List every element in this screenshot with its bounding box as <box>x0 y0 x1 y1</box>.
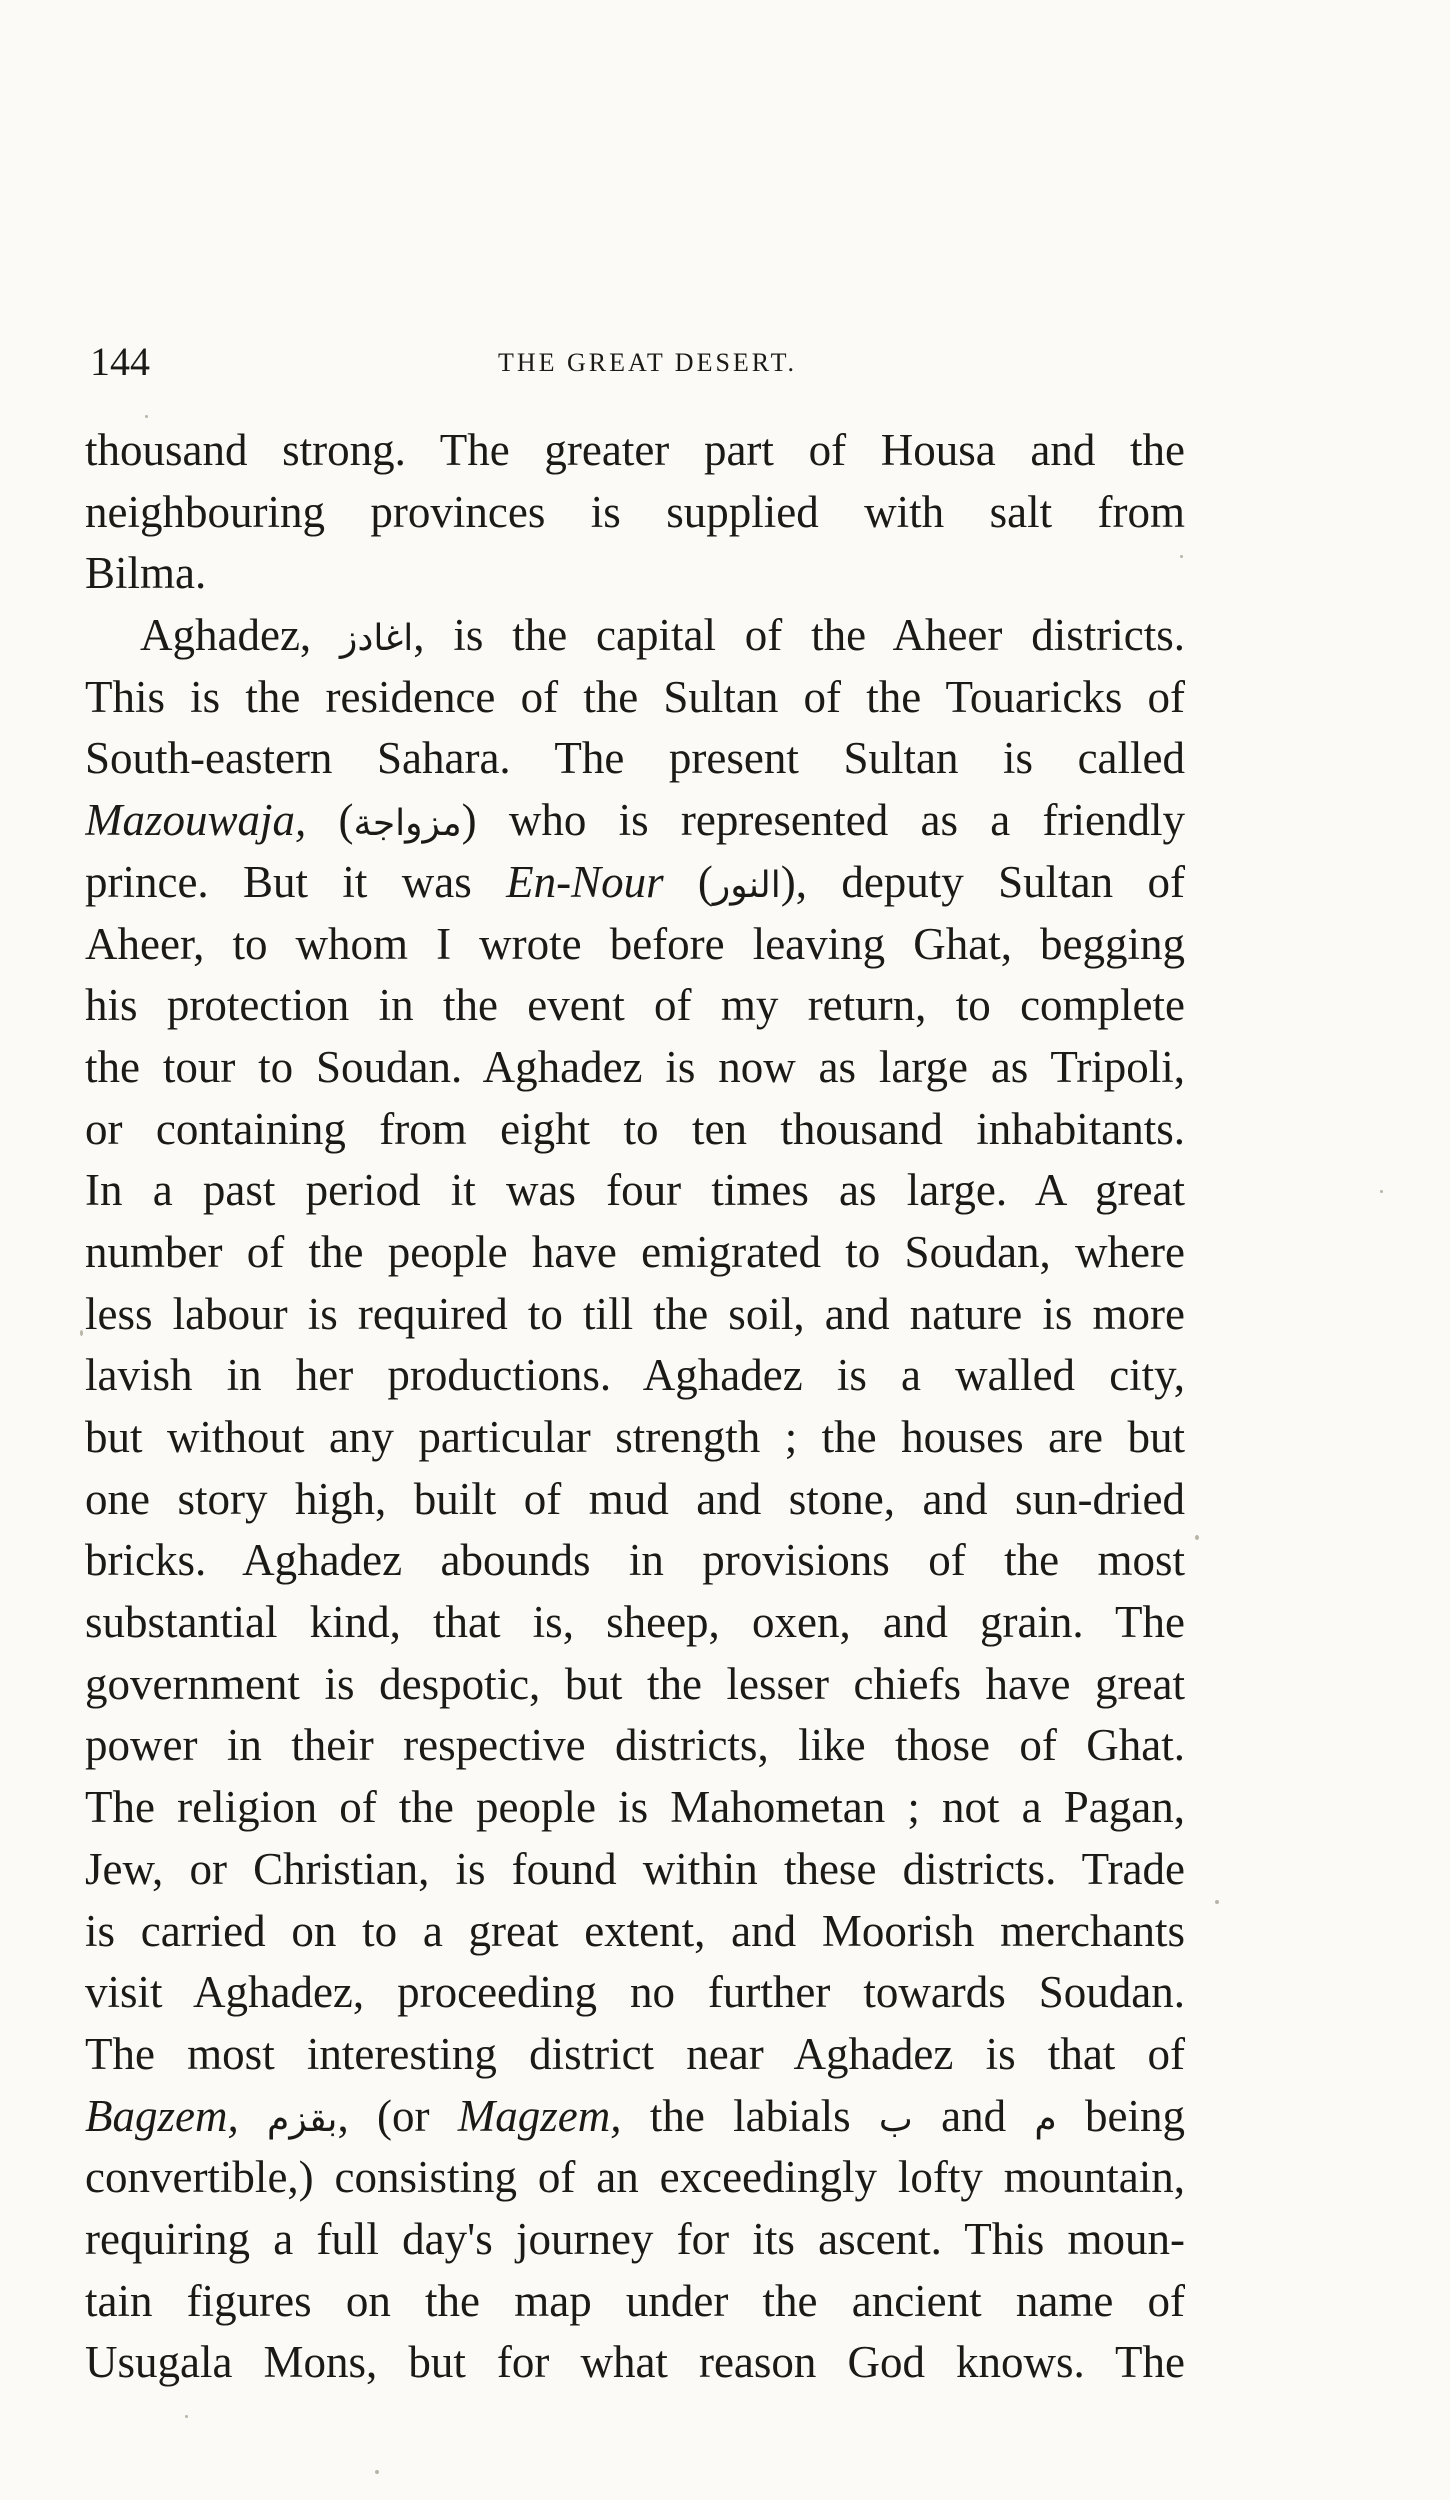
text-segment: lavish in her productions. Aghadez is a walled city, <box>85 1350 1185 1401</box>
text-line <box>85 420 1185 482</box>
text-line <box>85 2209 1185 2271</box>
text-line <box>85 1839 1185 1901</box>
text-line <box>85 1284 1185 1346</box>
page-number: 144 <box>90 339 150 384</box>
text-segment: Jew, or Christian, is found within these districts. Trade <box>85 1843 1185 1894</box>
text-segment: power in their respective districts, like those of Ghat. <box>85 1720 1185 1771</box>
text-segment: number of the people have emigrated to Soudan, where <box>85 1226 1185 1277</box>
text-line <box>85 2147 1185 2209</box>
text-segment <box>239 2091 267 2141</box>
text-segment: the tour to Soudan. Aghadez is now as large as Tripoli, <box>85 1041 1185 1092</box>
text-segment: The religion of the people is Mahometan ; not a Pagan, <box>85 1782 1185 1833</box>
text-segment: and <box>912 2090 1035 2141</box>
arabic-script: بقزم <box>267 2098 338 2140</box>
text-line <box>85 914 1185 976</box>
arabic-script: مزواجة <box>353 803 462 845</box>
text-segment: less labour is required to till the soil, and nature is more <box>85 1288 1185 1339</box>
text-segment: This is the residence of the Sultan of the Touaricks of <box>85 671 1185 722</box>
text-line <box>85 1469 1185 1531</box>
text-segment: is carried on to a great extent, and Moorish merchants <box>85 1905 1185 1956</box>
text-line <box>85 2086 1185 2148</box>
text-line <box>85 543 1185 605</box>
text-line <box>85 1962 1185 2024</box>
text-line <box>85 1407 1185 1469</box>
text-segment: the labials <box>621 2090 879 2141</box>
page-header <box>90 332 1185 392</box>
text-line <box>85 1592 1185 1654</box>
text-line <box>85 1037 1185 1099</box>
text-segment: ), deputy Sultan of <box>780 856 1185 907</box>
text-line <box>85 605 1185 667</box>
text-segment: thousand strong. The greater part of Housa and the <box>85 425 1185 475</box>
text-line <box>85 975 1185 1037</box>
text-segment: or containing from eight to ten thousand inhabitants. <box>85 1103 1185 1154</box>
text-line <box>85 1099 1185 1161</box>
italic-term: Magzem, <box>457 2090 622 2141</box>
text-segment: convertible,) consisting of an exceedingly lofty mountain, <box>85 2152 1185 2203</box>
text-segment: South-eastern Sahara. The present Sultan is called <box>85 733 1185 784</box>
text-segment: The most interesting district near Aghadez is that of <box>85 2028 1185 2079</box>
text-line <box>85 1715 1185 1777</box>
text-segment: Usugala Mons, but for what reason God knows. The <box>85 2337 1185 2388</box>
text-segment: Aghadez, <box>140 610 341 661</box>
arabic-script: ب <box>878 2098 913 2140</box>
text-segment: ( <box>306 795 354 846</box>
text-segment: ( <box>663 856 713 907</box>
arabic-script: م <box>1034 2098 1057 2140</box>
text-line <box>85 790 1185 852</box>
text-segment: Aheer, to whom I wrote before leaving Ghat, begging <box>85 918 1185 969</box>
text-line <box>85 728 1185 790</box>
text-segment: his protection in the event of my return, to complete <box>85 980 1185 1031</box>
text-segment: neighbouring provinces is supplied with salt from <box>85 486 1185 537</box>
text-segment: tain figures on the map under the ancient name of <box>85 2275 1185 2326</box>
running-title: THE GREAT DESERT. <box>497 348 798 377</box>
text-segment: substantial kind, that is, sheep, oxen, and grain. The <box>85 1597 1185 1648</box>
text-line <box>85 2024 1185 2086</box>
text-line <box>85 482 1185 544</box>
text-segment: Bilma. <box>85 548 207 599</box>
text-line <box>85 1654 1185 1716</box>
body-text <box>85 420 1185 2394</box>
text-line <box>85 1160 1185 1222</box>
text-segment: government is despotic, but the lesser chiefs have great <box>85 1658 1185 1709</box>
text-line <box>85 1345 1185 1407</box>
italic-term: En-Nour <box>506 856 664 907</box>
arabic-script: النور <box>712 864 781 906</box>
text-segment: ) who is represented as a friendly <box>461 795 1185 846</box>
text-segment: In a past period it was four times as large. A great <box>85 1165 1185 1216</box>
text-line <box>85 1222 1185 1284</box>
text-line <box>85 1777 1185 1839</box>
text-line <box>85 1530 1185 1592</box>
text-line <box>85 667 1185 729</box>
text-segment: being <box>1056 2090 1185 2141</box>
text-segment: prince. But it was <box>85 856 507 907</box>
text-segment: , (or <box>337 2090 458 2141</box>
text-line <box>85 2271 1185 2333</box>
text-segment: requiring a full day's journey for its ascent. This moun- <box>85 2213 1185 2264</box>
text-segment: , is the capital of the Aheer districts. <box>413 610 1185 661</box>
italic-term: Mazouwaja, <box>85 795 307 846</box>
italic-term: Bagzem, <box>85 2090 239 2141</box>
text-line <box>85 852 1185 914</box>
text-line <box>85 2332 1185 2394</box>
arabic-script: اغادز <box>340 618 414 660</box>
text-segment: one story high, built of mud and stone, and sun-dried <box>85 1473 1185 1524</box>
text-segment: visit Aghadez, proceeding no further towards Soudan. <box>85 1967 1185 2018</box>
text-segment: bricks. Aghadez abounds in provisions of the most <box>85 1535 1185 1586</box>
text-segment: but without any particular strength ; the houses are but <box>85 1412 1185 1462</box>
text-line <box>85 1901 1185 1963</box>
